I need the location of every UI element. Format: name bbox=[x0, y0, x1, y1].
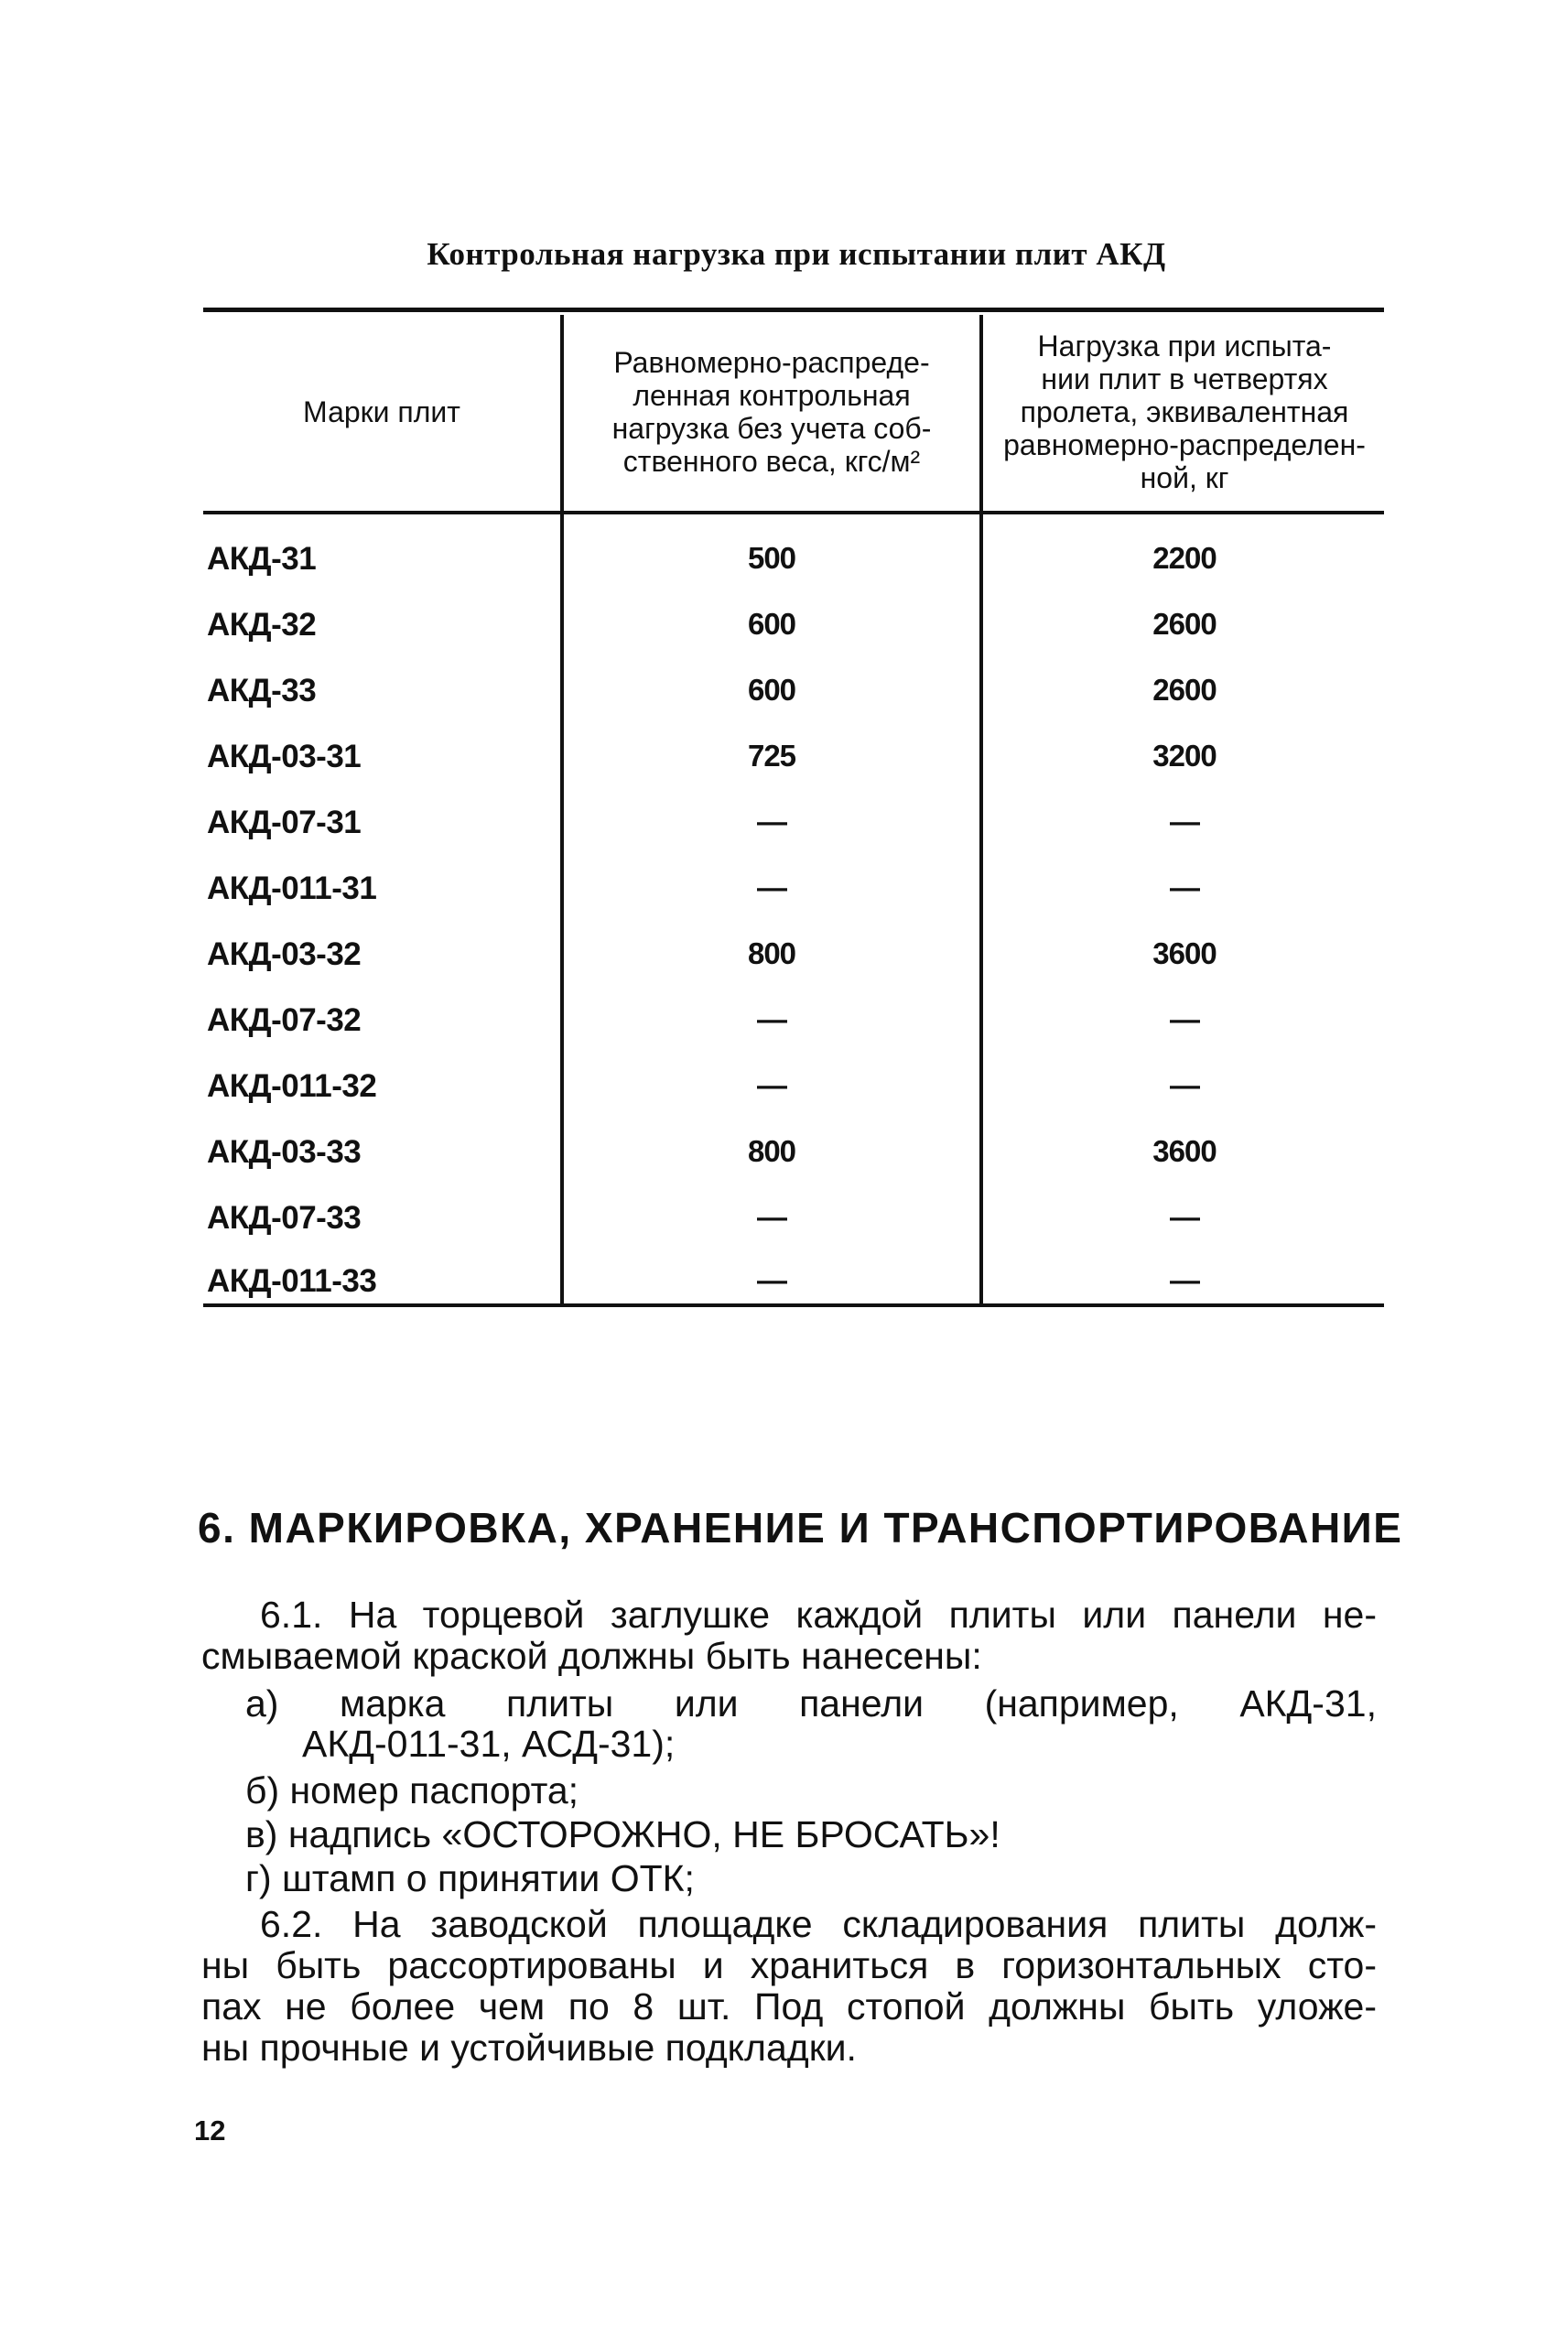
row-mark: АКД-011-32 bbox=[207, 1068, 377, 1104]
list-item-b: б) номер паспорта; bbox=[245, 1769, 579, 1811]
row-uniform-value: 800 bbox=[747, 936, 796, 970]
row-uniform-value: — bbox=[757, 1263, 786, 1297]
row-mark: АКД-03-33 bbox=[207, 1134, 362, 1170]
row-uniform-value: — bbox=[757, 1002, 786, 1036]
paragraph-line: ны быть рассортированы и храниться в горизонтальных сто- bbox=[201, 1944, 1377, 1986]
paragraph-line: 6.1. На торцевой заглушке каждой плиты или панели не- bbox=[260, 1594, 1377, 1636]
row-quarter-value: — bbox=[1170, 871, 1199, 904]
row-quarter-value: 3600 bbox=[1152, 936, 1217, 970]
row-quarter-value: 3200 bbox=[1152, 739, 1217, 773]
row-mark: АКД-32 bbox=[207, 607, 317, 643]
row-uniform-value: — bbox=[757, 1068, 786, 1102]
row-mark: АКД-07-32 bbox=[207, 1002, 362, 1038]
header-uniform-load: Равномерно-распреде- ленная контрольная нагрузка без учета соб- ственного веса, кгс/м² bbox=[611, 346, 932, 478]
table-bottom-rule bbox=[203, 1303, 1384, 1307]
paragraph-line: смываемой краской должны быть нанесены: bbox=[201, 1635, 982, 1677]
row-mark: АКД-33 bbox=[207, 673, 317, 708]
list-item-a-continuation: АКД-011-31, АСД-31); bbox=[302, 1723, 676, 1765]
row-uniform-value: 725 bbox=[747, 739, 796, 773]
row-mark: АКД-03-31 bbox=[207, 739, 362, 774]
row-quarter-value: 3600 bbox=[1152, 1134, 1217, 1168]
row-uniform-value: 500 bbox=[747, 541, 796, 575]
row-quarter-value: — bbox=[1170, 1068, 1199, 1102]
page-number: 12 bbox=[194, 2114, 226, 2147]
row-quarter-value: 2600 bbox=[1152, 607, 1217, 641]
header-marks: Марки плит bbox=[303, 395, 460, 429]
list-item-a: а) марка плиты или панели (например, АКД-31, bbox=[245, 1682, 1377, 1725]
paragraph-line: 6.2. На заводской площадке складирования плиты долж- bbox=[260, 1903, 1377, 1945]
row-uniform-value: 800 bbox=[747, 1134, 796, 1168]
paragraph-line: пах не более чем по 8 шт. Под стопой должны быть уложе- bbox=[201, 1985, 1377, 2028]
row-mark: АКД-011-31 bbox=[207, 871, 377, 906]
list-item-g: г) штамп о принятии ОТК; bbox=[245, 1857, 695, 1899]
section-heading: 6. МАРКИРОВКА, ХРАНЕНИЕ И ТРАНСПОРТИРОВАНИЕ bbox=[198, 1504, 1403, 1552]
row-mark: АКД-07-31 bbox=[207, 805, 362, 840]
table-title: Контрольная нагрузка при испытании плит АКД bbox=[427, 236, 1166, 272]
row-quarter-value: 2600 bbox=[1152, 673, 1217, 707]
row-mark: АКД-011-33 bbox=[207, 1263, 377, 1299]
row-mark: АКД-03-32 bbox=[207, 936, 362, 972]
row-quarter-value: 2200 bbox=[1152, 541, 1217, 575]
paragraph-line: ны прочные и устойчивые подкладки. bbox=[201, 2027, 857, 2069]
list-item-v: в) надпись «ОСТОРОЖНО, НЕ БРОСАТЬ»! bbox=[245, 1813, 1000, 1855]
row-uniform-value: — bbox=[757, 871, 786, 904]
table-top-rule bbox=[203, 308, 1384, 312]
row-uniform-value: 600 bbox=[747, 673, 796, 707]
row-quarter-value: — bbox=[1170, 1263, 1199, 1297]
header-quarter-span-load: Нагрузка при испыта- нии плит в четвертях пролета, эквивалентная равномерно-распределен- ной, кг bbox=[1003, 330, 1366, 494]
row-quarter-value: — bbox=[1170, 1200, 1199, 1234]
row-mark: АКД-31 bbox=[207, 541, 317, 577]
table-header-rule bbox=[203, 511, 1384, 514]
row-uniform-value: — bbox=[757, 1200, 786, 1234]
row-quarter-value: — bbox=[1170, 805, 1199, 838]
row-mark: АКД-07-33 bbox=[207, 1200, 362, 1236]
row-uniform-value: 600 bbox=[747, 607, 796, 641]
row-quarter-value: — bbox=[1170, 1002, 1199, 1036]
row-uniform-value: — bbox=[757, 805, 786, 838]
